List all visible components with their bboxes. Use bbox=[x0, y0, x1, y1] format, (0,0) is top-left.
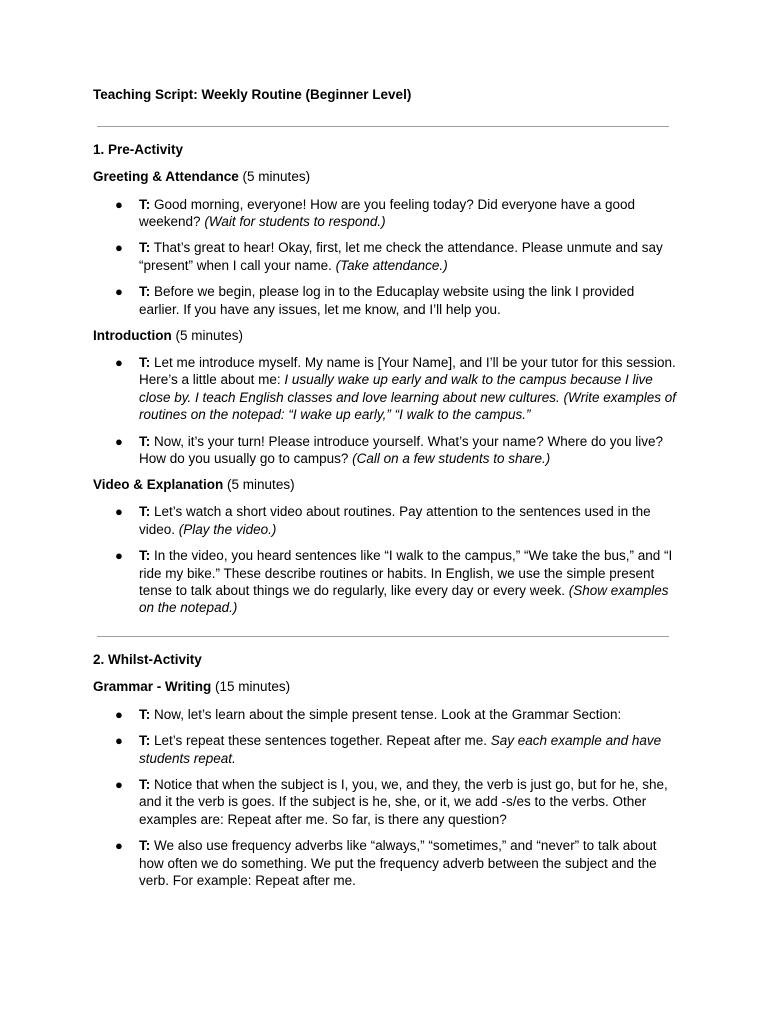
subsection-name: Video & Explanation bbox=[93, 476, 224, 492]
script-text: We also use frequency adverbs like “always,” “sometimes,” and “never” to talk about how often we do something. We put the frequency adverb between the subject and the verb. For example: Repeat after me. bbox=[139, 838, 657, 888]
script-line bbox=[93, 283, 678, 317]
subsection-heading-video bbox=[93, 476, 678, 494]
subsection-heading-grammar bbox=[93, 678, 678, 696]
stage-direction: Say each example and have students repeat. bbox=[139, 733, 662, 766]
script-line bbox=[93, 837, 678, 889]
subsection-duration: (15 minutes) bbox=[215, 679, 291, 695]
bullet-icon: ● bbox=[115, 733, 123, 749]
stage-direction: (Take attendance.) bbox=[335, 257, 448, 273]
bullet-icon: ● bbox=[115, 548, 123, 564]
script-line bbox=[93, 776, 678, 828]
section-heading-whilst-activity: 2. Whilst-Activity bbox=[93, 652, 202, 668]
document-title: Teaching Script: Weekly Routine (Beginner Level) bbox=[93, 87, 412, 102]
script-text: That’s great to hear! Okay, first, let me check the attendance. Please unmute and say “present” when I call your name. bbox=[139, 240, 663, 273]
speaker-label: T: bbox=[139, 433, 151, 449]
speaker-label: T: bbox=[139, 548, 151, 564]
bullet-icon: ● bbox=[115, 706, 123, 722]
subsection-duration: (5 minutes) bbox=[242, 169, 311, 184]
script-list-video bbox=[93, 503, 678, 616]
script-line bbox=[93, 732, 678, 766]
stage-direction: (Wait for students to respond.) bbox=[204, 213, 386, 229]
script-text: In the video, you heard sentences like “I walk to the campus,” “We take the bus,” and “I ride my bike.” These describe routines or habits. In English, we use the simple present tense to talk about things we do regularly, like every day or every week. bbox=[139, 548, 673, 598]
speaker-label: T: bbox=[139, 284, 151, 300]
script-text: Good morning, everyone! How are you feeling today? Did everyone have a good weekend? bbox=[139, 196, 636, 229]
divider bbox=[97, 636, 669, 637]
speaker-label: T: bbox=[139, 240, 151, 256]
speaker-label: T: bbox=[139, 196, 151, 212]
stage-direction: (Call on a few students to share.) bbox=[352, 450, 551, 466]
script-text: Let me introduce myself. My name is [Your Name], and I’ll be your tutor for this session. Here’s a little about me: bbox=[139, 355, 676, 388]
bullet-icon: ● bbox=[115, 240, 123, 256]
bullet-icon: ● bbox=[115, 355, 123, 371]
script-text: Now, it’s your turn! Please introduce yourself. What’s your name? Where do you live? How do you usually go to campus? bbox=[139, 433, 664, 466]
bullet-icon: ● bbox=[115, 838, 123, 854]
script-line bbox=[93, 706, 678, 723]
bullet-icon: ● bbox=[115, 777, 123, 793]
bullet-icon: ● bbox=[115, 196, 123, 212]
script-text: Before we begin, please log in to the Educaplay website using the link I provided earlier. If you have any issues, let me know, and I’ll help you. bbox=[139, 284, 635, 317]
divider bbox=[97, 126, 669, 127]
speaker-label: T: bbox=[139, 355, 151, 371]
document-page bbox=[93, 86, 678, 889]
bullet-icon: ● bbox=[115, 284, 123, 300]
bullet-icon: ● bbox=[115, 433, 123, 449]
script-list-greeting bbox=[93, 196, 678, 318]
script-text: Now, let’s learn about the simple present tense. Look at the Grammar Section: bbox=[154, 706, 622, 722]
speaker-label: T: bbox=[139, 838, 151, 854]
script-line bbox=[93, 433, 678, 467]
script-text: Let’s repeat these sentences together. Repeat after me. bbox=[154, 733, 487, 749]
bullet-icon: ● bbox=[115, 504, 123, 520]
section-heading-pre-activity: 1. Pre-Activity bbox=[93, 142, 184, 157]
speaker-label: T: bbox=[139, 706, 151, 722]
script-line bbox=[93, 547, 678, 616]
speaker-label: T: bbox=[139, 504, 151, 520]
script-text: Notice that when the subject is I, you, we, and they, the verb is just go, but for he, she, and it the verb is goes. If the subject is he, she, or it, we add -s/es to the verbs. Other examples are: Repeat after me. So far, is there any question? bbox=[139, 777, 668, 827]
script-list-grammar bbox=[93, 706, 678, 889]
speaker-label: T: bbox=[139, 777, 151, 793]
script-list-introduction bbox=[93, 354, 678, 467]
script-line bbox=[93, 196, 678, 230]
subsection-duration: (5 minutes) bbox=[175, 327, 244, 343]
subsection-heading-introduction bbox=[93, 327, 678, 345]
script-line bbox=[93, 239, 678, 273]
subsection-name: Introduction bbox=[93, 327, 172, 343]
script-line bbox=[93, 503, 678, 537]
subsection-name: Greeting & Attendance bbox=[93, 169, 239, 184]
script-line bbox=[93, 354, 678, 423]
script-text: Let’s watch a short video about routines. Pay attention to the sentences used in the video. bbox=[139, 504, 651, 537]
subsection-duration: (5 minutes) bbox=[227, 476, 295, 492]
subsection-name: Grammar - Writing bbox=[93, 679, 212, 695]
stage-direction: I usually wake up early and walk to the campus because I live close by. I teach English classes and love learning about new cultures. (Write examples of routines on the notepad: “I wake up early,” “I walk to the campus.” bbox=[139, 372, 677, 422]
stage-direction: (Show examples on the notepad.) bbox=[139, 582, 669, 615]
speaker-label: T: bbox=[139, 733, 151, 749]
subsection-heading-greeting bbox=[93, 168, 678, 186]
stage-direction: (Play the video.) bbox=[178, 521, 277, 537]
